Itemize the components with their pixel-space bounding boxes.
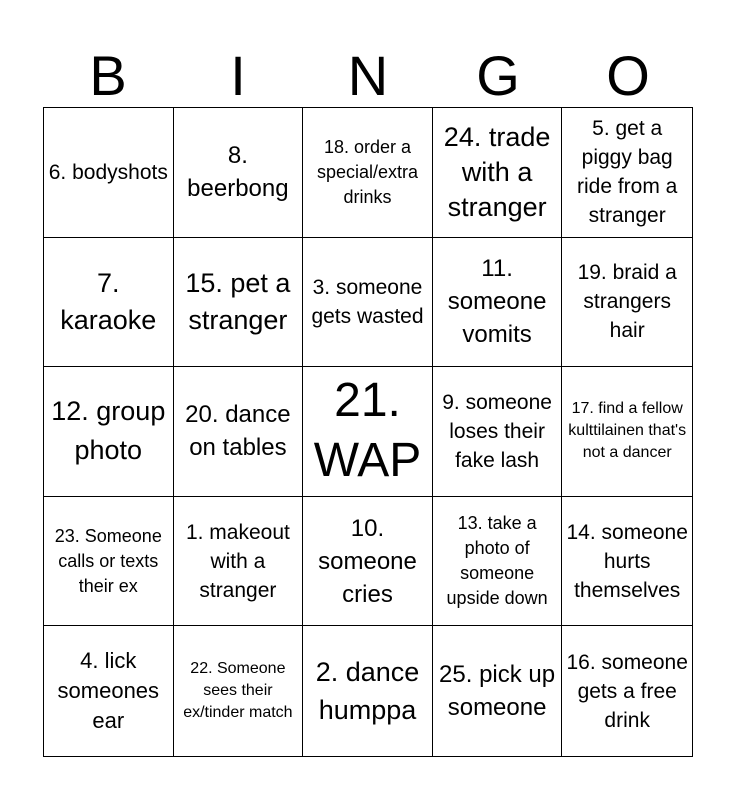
bingo-cell[interactable] <box>44 626 174 756</box>
cell-text: 9. someone loses their fake lash <box>442 390 552 472</box>
bingo-cell[interactable] <box>174 238 304 368</box>
bingo-cell[interactable] <box>433 108 563 238</box>
bingo-cell[interactable] <box>433 238 563 368</box>
cell-text: 24. trade with a stranger <box>443 121 551 222</box>
cell-text: 5. get a piggy bag ride from a stranger <box>577 117 678 228</box>
cell-text: 12. group photo <box>51 396 166 466</box>
cell-text: 22. Someone sees their ex/tinder match <box>183 660 293 722</box>
bingo-cell[interactable] <box>174 626 304 756</box>
cell-text: 11. someone vomits <box>447 255 547 349</box>
cell-text: 4. lick someones ear <box>57 648 160 734</box>
cell-text: 19. braid a strangers hair <box>577 261 677 343</box>
cell-text: 13. take a photo of someone upside down <box>446 513 548 609</box>
cell-text: 17. find a fellow kulttilainen that's not a dancer <box>568 400 687 462</box>
bingo-cell[interactable] <box>44 238 174 368</box>
bingo-cell[interactable] <box>303 238 433 368</box>
bingo-cell[interactable] <box>433 497 563 627</box>
bingo-cell[interactable] <box>44 497 174 627</box>
header-letter-g: G <box>476 44 520 107</box>
cell-text: 6. bodyshots <box>48 160 168 184</box>
bingo-cell[interactable] <box>562 626 692 756</box>
cell-text: 16. someone gets a free drink <box>566 650 688 732</box>
header-letter-b: B <box>89 44 127 107</box>
header-letter-i: I <box>230 44 246 107</box>
bingo-cell[interactable] <box>174 367 304 497</box>
bingo-board <box>43 107 693 757</box>
cell-text: 23. Someone calls or texts their ex <box>54 525 162 596</box>
header-letter-n: N <box>347 44 389 107</box>
cell-text: 3. someone gets wasted <box>311 275 424 328</box>
bingo-cell[interactable] <box>562 497 692 627</box>
bingo-cell[interactable] <box>303 367 433 497</box>
bingo-cell[interactable] <box>44 367 174 497</box>
cell-text: 20. dance on tables <box>185 401 291 462</box>
cell-text: 18. order a special/extra drinks <box>316 136 419 207</box>
bingo-cell[interactable] <box>562 238 692 368</box>
bingo-cell[interactable] <box>303 108 433 238</box>
cell-text: 14. someone hurts themselves <box>566 520 688 602</box>
bingo-cell[interactable] <box>303 497 433 627</box>
bingo-cell[interactable] <box>174 108 304 238</box>
header-letter-o: O <box>606 44 650 107</box>
bingo-cell[interactable] <box>562 367 692 497</box>
cell-text: 8. beerbong <box>187 142 289 203</box>
cell-text: 25. pick up someone <box>439 661 556 722</box>
cell-text: 7. karaoke <box>60 267 157 335</box>
bingo-cell[interactable] <box>174 497 304 627</box>
bingo-cell[interactable] <box>562 108 692 238</box>
bingo-cell[interactable] <box>433 367 563 497</box>
cell-text: 1. makeout with a stranger <box>185 520 290 602</box>
cell-text: 15. pet a stranger <box>185 267 291 335</box>
bingo-cell[interactable] <box>433 626 563 756</box>
cell-text: 2. dance humppa <box>315 657 420 726</box>
bingo-cell[interactable] <box>44 108 174 238</box>
cell-text: 10. someone cries <box>318 514 417 608</box>
bingo-cell[interactable] <box>303 626 433 756</box>
bingo-header <box>43 40 693 108</box>
cell-text: 21. WAP <box>313 374 422 488</box>
